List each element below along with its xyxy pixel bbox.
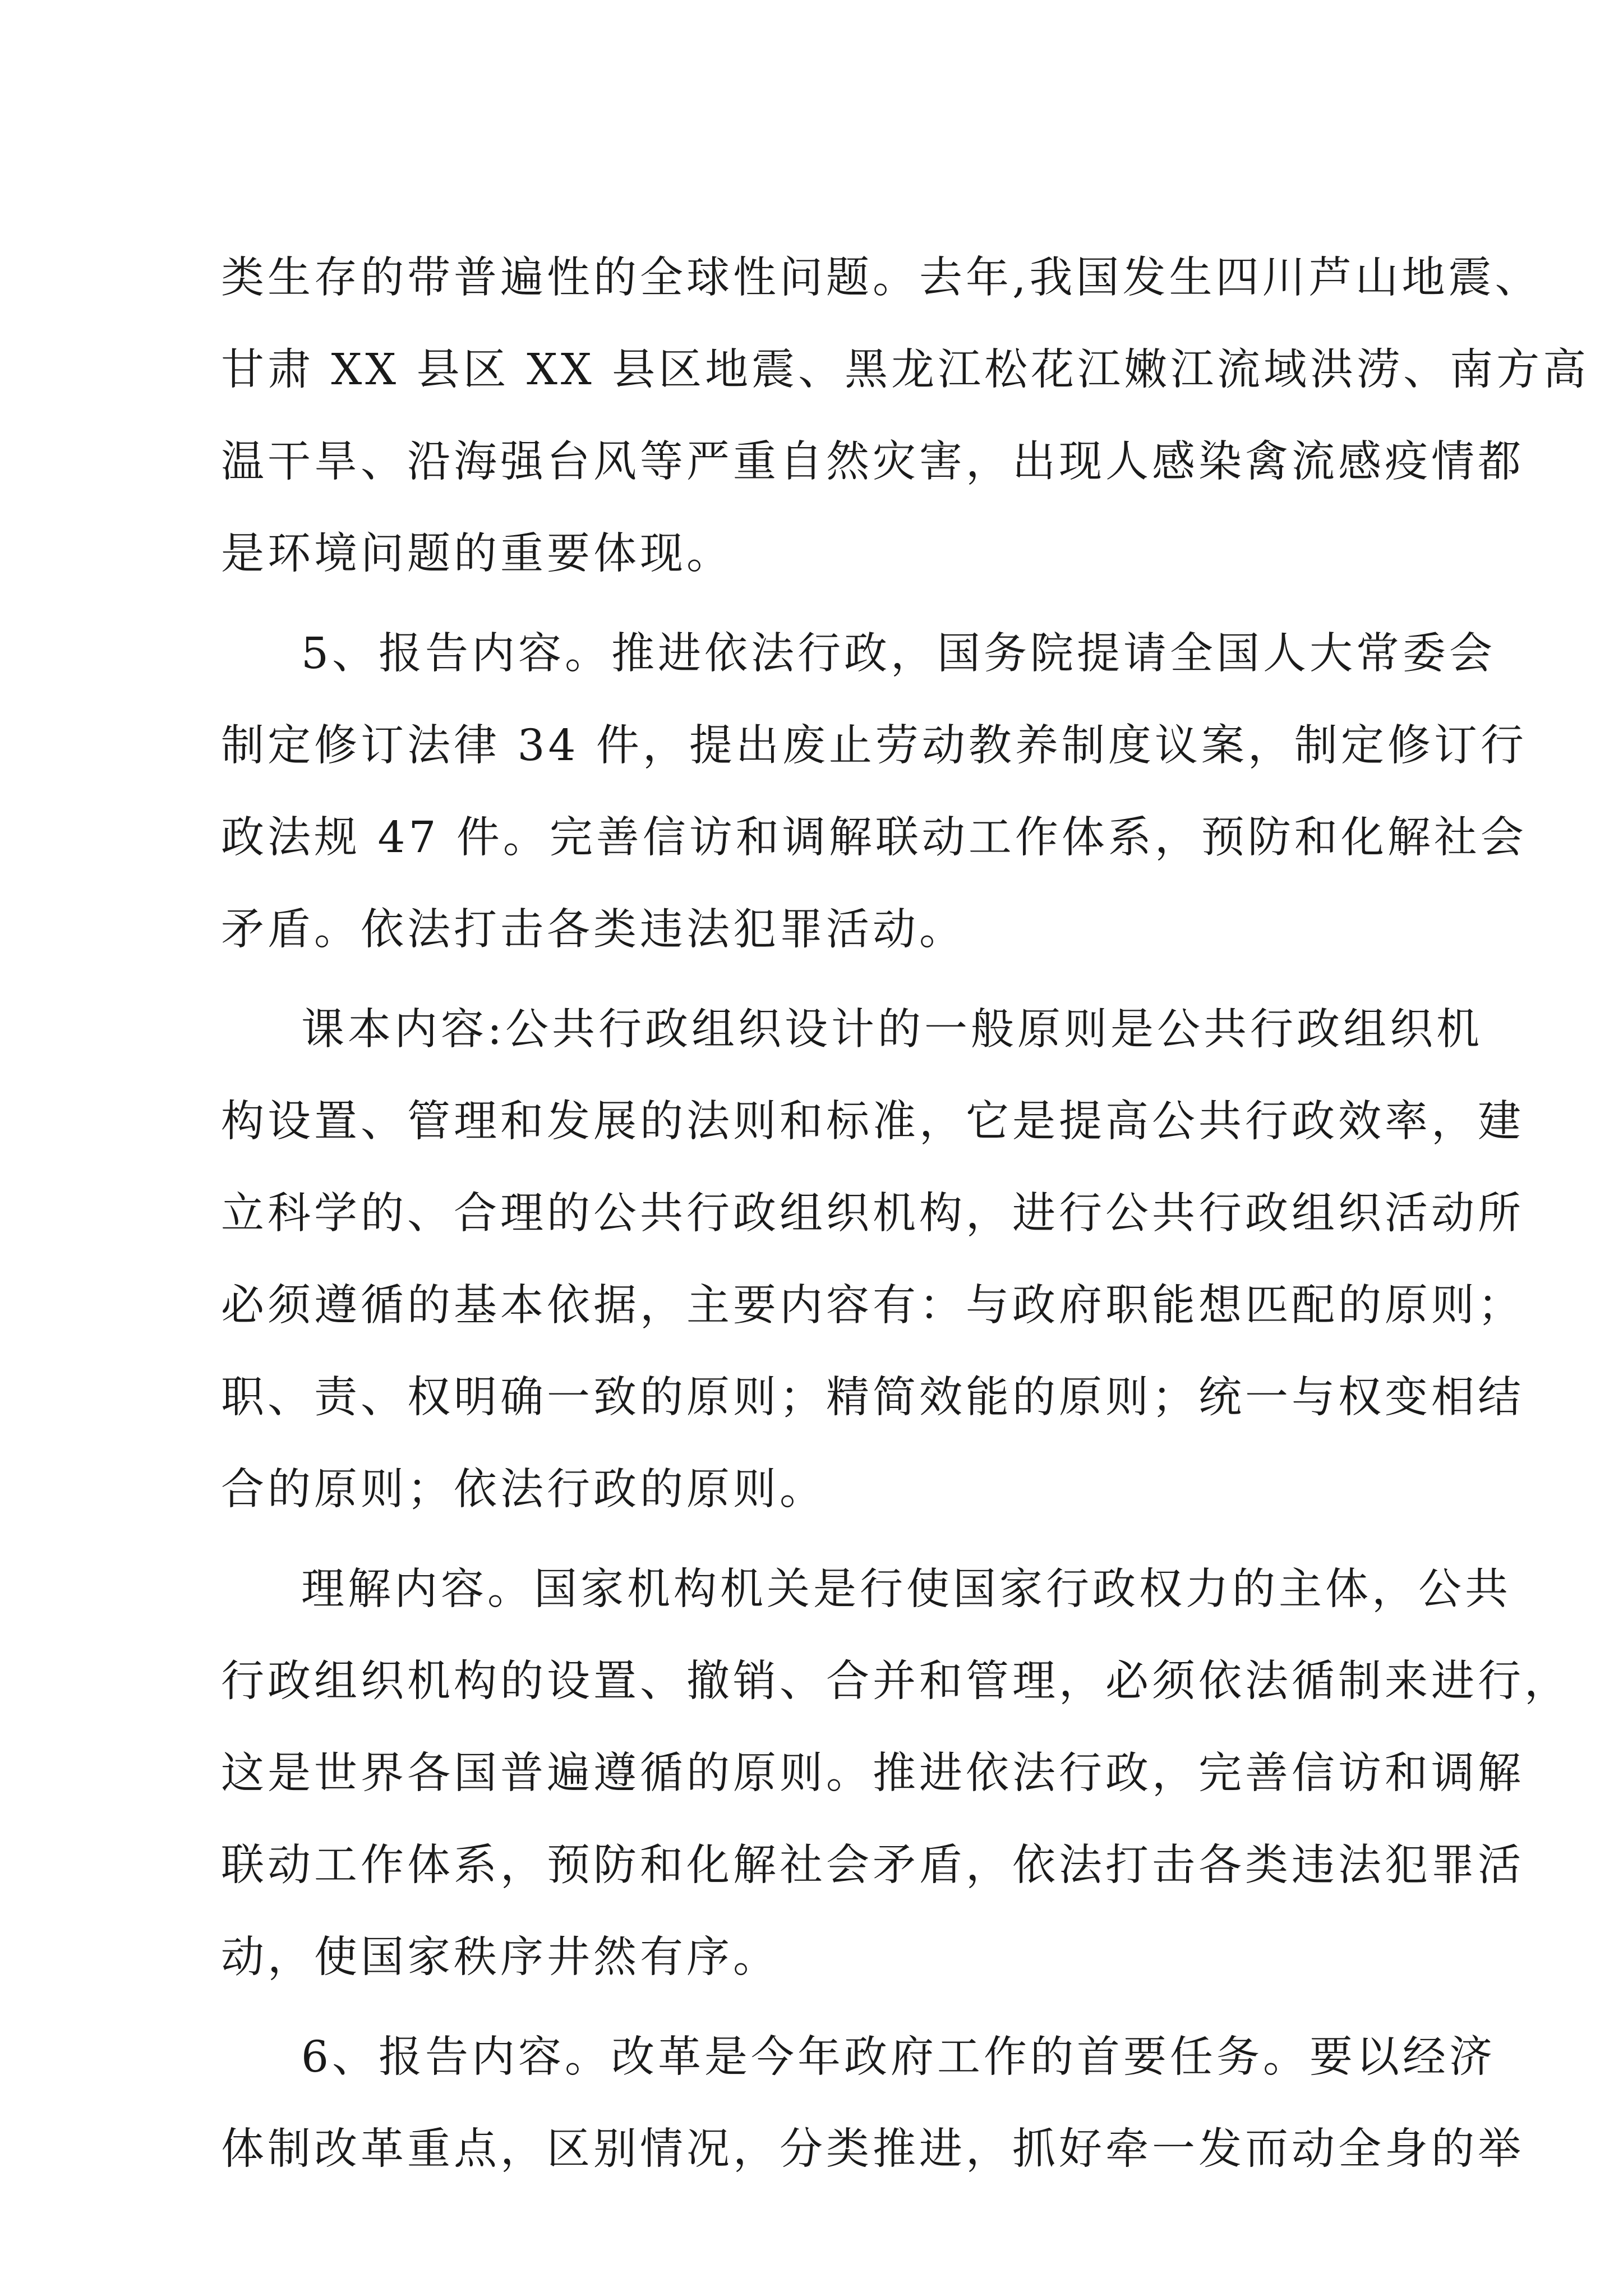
paragraph-4-line-2: 行政组织机构的设置、撤销、合并和管理，必须依法循制来进行， <box>221 1657 1571 1706</box>
paragraph-5-line-2: 体制改革重点，区别情况，分类推进，抓好牵一发而动全身的举 <box>221 2124 1524 2174</box>
paragraph-2-line-3: 政法规 47 件。完善信访和调解联动工作体系，预防和化解社会 <box>221 813 1527 863</box>
paragraph-2-line-4: 矛盾。依法打击各类违法犯罪活动。 <box>221 905 966 955</box>
paragraph-3-line-4: 必须遵循的基本依据，主要内容有：与政府职能想匹配的原则； <box>221 1281 1524 1331</box>
paragraph-3-line-3: 立科学的、合理的公共行政组织机构，进行公共行政组织活动所 <box>221 1189 1524 1239</box>
paragraph-3-line-5: 职、责、权明确一致的原则；精简效能的原则；统一与权变相结 <box>221 1373 1524 1423</box>
paragraph-3-line-6: 合的原则；依法行政的原则。 <box>221 1465 826 1515</box>
paragraph-1-line-3: 温干旱、沿海强台风等严重自然灾害，出现人感染禽流感疫情都 <box>221 437 1524 487</box>
paragraph-2-line-1: 5、报告内容。推进依法行政，国务院提请全国人大常委会 <box>301 629 1496 679</box>
paragraph-3-line-1: 课本内容:公共行政组织设计的一般原则是公共行政组织机 <box>301 1005 1483 1055</box>
paragraph-4-line-3: 这是世界各国普遍遵循的原则。推进依法行政，完善信访和调解 <box>221 1749 1524 1798</box>
paragraph-3-line-2: 构设置、管理和发展的法则和标准，它是提高公共行政效率，建 <box>221 1097 1524 1147</box>
paragraph-2-line-2: 制定修订法律 34 件，提出废止劳动教养制度议案，制定修订行 <box>221 721 1527 771</box>
paragraph-1-line-2: 甘肃 XX 县区 XX 县区地震、黑龙江松花江嫩江流域洪涝、南方高 <box>221 345 1590 395</box>
paragraph-1-line-4: 是环境问题的重要体现。 <box>221 529 733 579</box>
paragraph-4-line-1: 理解内容。国家机构机关是行使国家行政权力的主体，公共 <box>301 1565 1511 1614</box>
paragraph-4-line-4: 联动工作体系，预防和化解社会矛盾，依法打击各类违法犯罪活 <box>221 1841 1524 1890</box>
paragraph-5-line-1: 6、报告内容。改革是今年政府工作的首要任务。要以经济 <box>301 2032 1496 2082</box>
paragraph-4-line-5: 动，使国家秩序井然有序。 <box>221 1932 780 1982</box>
paragraph-1-line-1: 类生存的带普遍性的全球性问题。去年,我国发生四川芦山地震、 <box>221 253 1542 303</box>
